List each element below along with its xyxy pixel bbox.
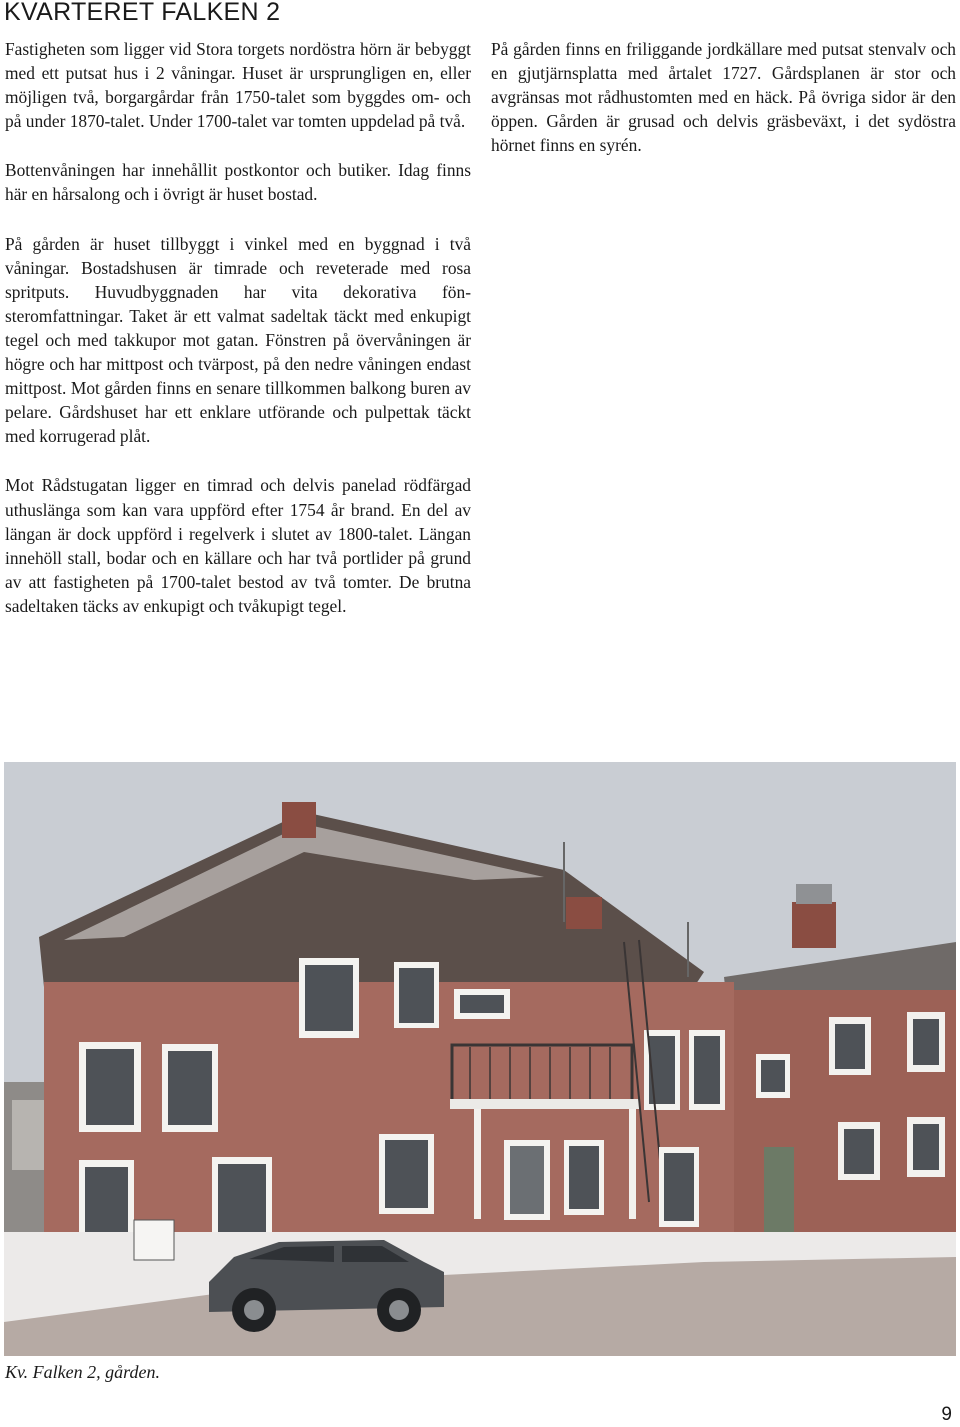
left-text-column: [5, 37, 471, 643]
paragraph-history: Fastigheten som ligger vid Stora torgets nordöstra hörn är bebyggt med ett putsat hus i 2 våningar. Huset är ursprungligen en, eller möjligen två, borgargårdar från 1750-talet som byggdes om- och på under 1870-talet. Under 1700-talet var tomten uppdelad på två.: [5, 39, 471, 132]
figure-caption: Kv. Falken 2, gården.: [5, 1362, 160, 1382]
paragraph-courtyard-building: På gården är huset tillbyggt i vinkel med en byggnad i två våningar. Bostadshusen är timrade och reveterade med rosa spritputs. Huvudbyggnaden har vita dekorativa fönsteromfattningar. Taket är ett valmat sadeltak täckt med enkupigt tegel och med takkupor mot gatan. Fönstren på övervåningen är högre och har mittpost och tvärpost, på den nedre våningen endast mittpost. Mot gården finns en senare tillkommen balkong buren av pelare. Gårdshuset har ett enklare utförande och pulpettak täckt med korrugerad plåt.: [5, 233, 471, 447]
paragraph-outbuilding: Mot Rådstugatan ligger en timrad och delvis panelad rödfärgad uthuslänga som kan vara uppförd efter 1754 år brand. En del av längan är dock uppförd i regelverk i slutet av 1800-talet. Längan innehöll stall, bodar och en källare och har två portlider på grund av att fastigheten på 1700-talet bestod av två tomter. De brutna sadeltaken täcks av enkupigt och tvåkupigt tegel.: [5, 475, 471, 616]
courtyard-photo: [4, 762, 956, 1356]
page-number: 9: [941, 1404, 952, 1425]
right-text-column: [491, 37, 956, 182]
paragraph-root-cellar: På gården finns en friliggande jordkällare med putsat stenvalv och en gjutjärnsplatta med årtalet 1727. Gårdsplanen är stor och avgränsas mot rådhustomten med en häck. På övriga sidor är den öppen. Gården är grusad och delvis gräsbeväxt, i det sydöstra hörnet finns en syrén.: [491, 39, 956, 156]
paragraph-ground-floor: Bottenvåningen har innehållit postkontor och butiker. Idag finns här en hårsalong och i övrigt är huset bostad.: [5, 160, 471, 205]
page-title: KVARTERET FALKEN 2: [4, 0, 281, 26]
